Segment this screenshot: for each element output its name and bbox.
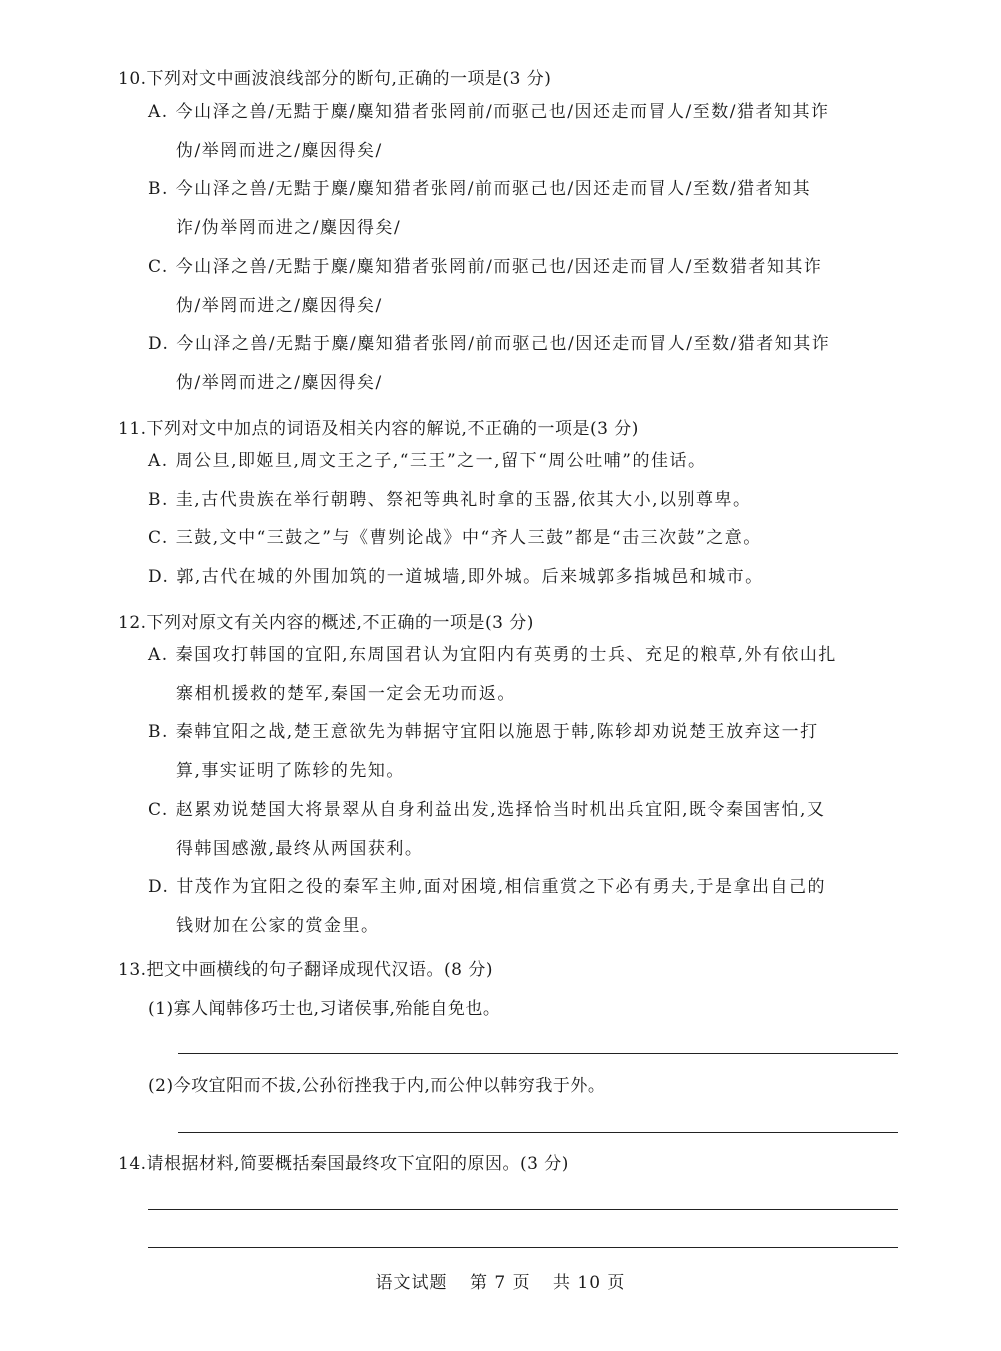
option-line-1: B. 秦韩宜阳之战,楚王意欲先为韩据守宜阳以施恩于韩,陈轸却劝说楚王放弃这一打 (148, 722, 819, 742)
question-10-option-d (148, 325, 900, 403)
answer-line-14-2[interactable] (148, 1247, 898, 1248)
question-11-stem: 11.下列对文中加点的词语及相关内容的解说,不正确的一项是(3 分) (118, 419, 639, 439)
question-10-option-a (148, 93, 900, 171)
footer-page-number: 第 7 页 (469, 1273, 531, 1293)
answer-line-13-2[interactable] (178, 1132, 898, 1133)
option-line-2: 算,事实证明了陈轸的先知。 (176, 761, 405, 781)
question-10-option-b (148, 170, 900, 248)
option-line-2: 伪/举罔而进之/麋因得矣/ (176, 296, 383, 316)
footer-subject: 语文试题 (375, 1273, 448, 1293)
option-line-1: D. 今山泽之兽/无黠于麋/麋知猎者张罔/前而驱己也/因还走而冒人/至数/猎者知其诈 (148, 334, 831, 354)
option-line-1: B. 今山泽之兽/无黠于麋/麋知猎者张罔/前而驱己也/因还走而冒人/至数/猎者知其 (148, 179, 812, 199)
question-12-option-d (148, 868, 900, 946)
answer-line-13-1[interactable] (178, 1053, 898, 1054)
option-line-2: 钱财加在公家的赏金里。 (176, 916, 380, 936)
option-line-1: A. 秦国攻打韩国的宜阳,东周国君认为宜阳内有英勇的士兵、充足的粮草,外有依山扎 (148, 645, 837, 665)
question-14-stem: 14.请根据材料,简要概括秦国最终攻下宜阳的原因。(3 分) (118, 1154, 569, 1174)
question-13-sub-1: (1)寡人闻韩侈巧士也,习诸侯事,殆能自免也。 (148, 999, 501, 1019)
answer-line-14-1[interactable] (148, 1209, 898, 1210)
question-12-option-b (148, 713, 900, 791)
option-line-1: C. 赵累劝说楚国大将景翠从自身利益出发,选择恰当时机出兵宜阳,既令秦国害怕,又 (148, 800, 826, 820)
option-line-1: D. 甘茂作为宜阳之役的秦军主帅,面对困境,相信重赏之下必有勇夫,于是拿出自己的 (148, 877, 827, 897)
question-10-option-c (148, 248, 900, 326)
question-11-option-c: C. 三鼓,文中“三鼓之”与《曹刿论战》中“齐人三鼓”都是“击三次鼓”之意。 (148, 528, 762, 548)
question-12-option-a (148, 636, 900, 714)
option-line-2: 伪/举罔而进之/麋因得矣/ (176, 373, 383, 393)
option-line-1: A. 今山泽之兽/无黠于麋/麋知猎者张罔前/而驱己也/因还走而冒人/至数/猎者知其诈 (148, 102, 830, 122)
question-11-option-d: D. 郭,古代在城的外围加筑的一道城墙,即外城。后来城郭多指城邑和城市。 (148, 567, 764, 587)
option-line-2: 伪/举罔而进之/麋因得矣/ (176, 141, 383, 161)
question-13-stem: 13.把文中画横线的句子翻译成现代汉语。(8 分) (118, 960, 494, 980)
question-12-stem: 12.下列对原文有关内容的概述,不正确的一项是(3 分) (118, 613, 534, 633)
question-11-option-b: B. 圭,古代贵族在举行朝聘、祭祀等典礼时拿的玉器,依其大小,以别尊卑。 (148, 490, 752, 510)
question-11-option-a: A. 周公旦,即姬旦,周文王之子,“三王”之一,留下“周公吐哺”的佳话。 (148, 451, 707, 471)
question-12-option-c (148, 791, 900, 869)
page-footer (0, 1268, 1001, 1293)
footer-total-pages: 共 10 页 (552, 1273, 626, 1293)
option-line-2: 得韩国感激,最终从两国获利。 (176, 839, 424, 859)
option-line-1: C. 今山泽之兽/无黠于麋/麋知猎者张罔前/而驱己也/因还走而冒人/至数猎者知其诈 (148, 257, 823, 277)
option-line-2: 寨相机援救的楚军,秦国一定会无功而返。 (176, 684, 516, 704)
question-10-stem: 10.下列对文中画波浪线部分的断句,正确的一项是(3 分) (118, 69, 552, 89)
question-13-sub-2: (2)今攻宜阳而不拔,公孙衍挫我于内,而公仲以韩穷我于外。 (148, 1076, 606, 1096)
option-line-2: 诈/伪举罔而进之/麋因得矣/ (176, 218, 402, 238)
